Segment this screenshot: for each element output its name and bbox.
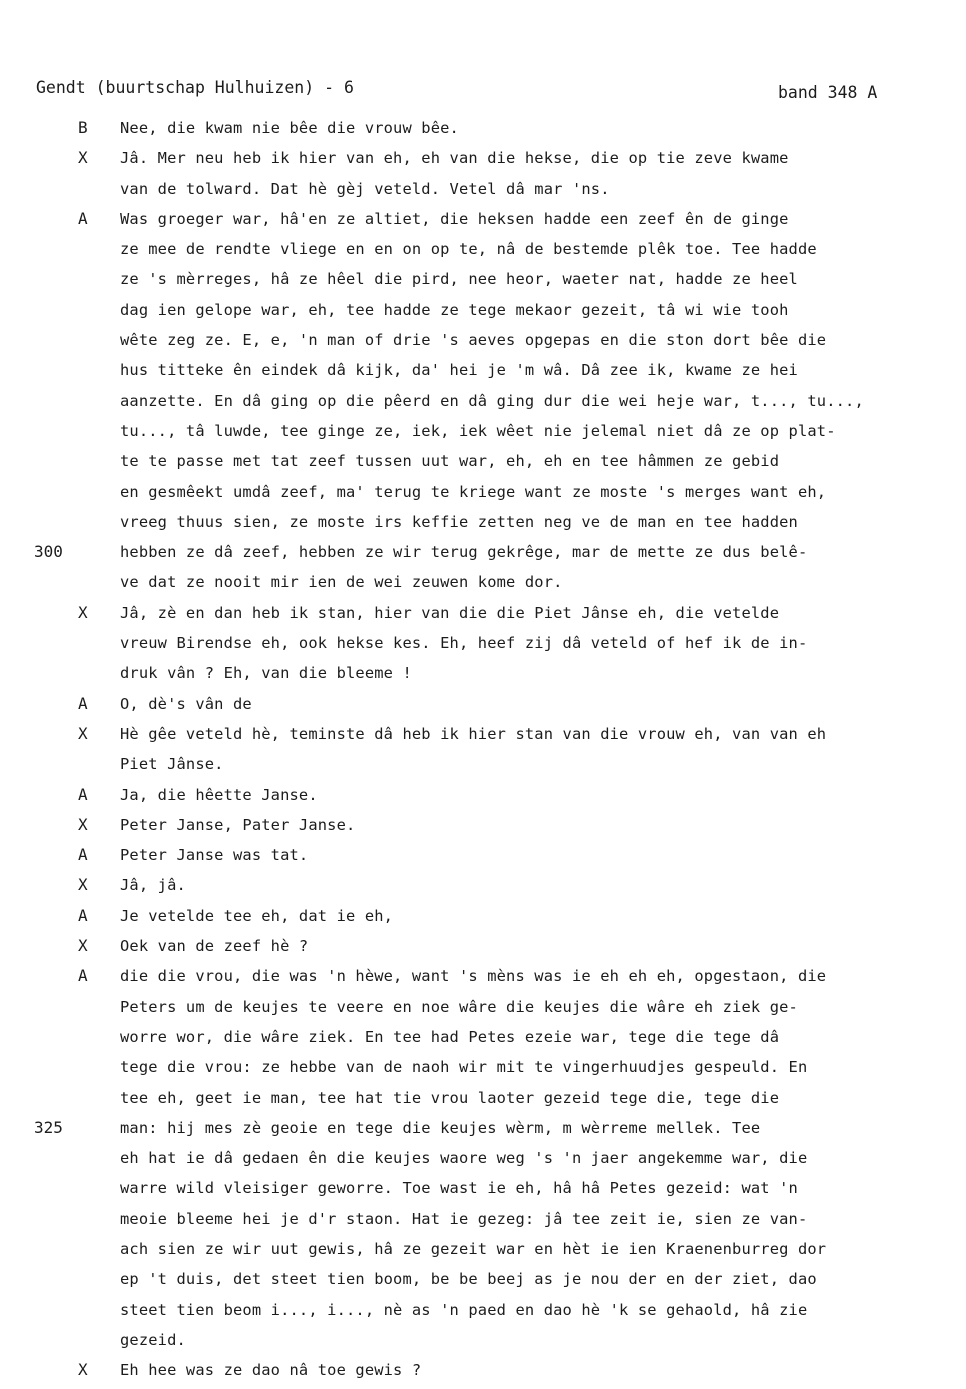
transcript-turn	[0, 840, 966, 870]
speaker-label: A	[78, 966, 88, 986]
line-number: 300	[34, 542, 63, 562]
speaker-label: X	[78, 148, 88, 168]
utterance-text: O, dè's vân de	[120, 694, 252, 713]
speaker-label: A	[78, 693, 88, 713]
utterance-text: Jâ, zè en dan heb ik stan, hier van die die Piet Jânse eh, die vetelde vreuw Birendse eh, ook hekse kes. Eh, heef zij dâ veteld of hef ik de in- druk vân ? Eh, van die bleeme !	[120, 603, 808, 683]
transcript-turn	[0, 598, 966, 689]
transcript-turn	[0, 870, 966, 900]
utterance-text: Hè gêe veteld hè, teminste dâ heb ik hier stan van die vrouw eh, van van eh Piet Jânse.	[120, 724, 827, 774]
speaker-label: A	[78, 208, 88, 228]
transcript-turn	[0, 1355, 966, 1385]
utterance-text: Jâ, jâ.	[120, 876, 186, 895]
utterance-text: Ja, die hêette Janse.	[120, 785, 318, 804]
speaker-label: A	[78, 845, 88, 865]
transcript-turn	[0, 1113, 966, 1355]
speaker-label: X	[78, 1360, 88, 1380]
transcript-turn	[0, 901, 966, 931]
utterance-text: Jâ. Mer neu heb ik hier van eh, eh van die hekse, die op tie zeve kwame van de tolward. Dat hè gèj veteld. Vetel dâ mar 'ns.	[120, 149, 789, 198]
transcript-turn	[0, 961, 966, 1112]
transcript-turn	[0, 719, 966, 780]
transcript-turn	[0, 537, 966, 598]
utterance-text: man: hij mes zè geoie en tege die keujes wèrm, m wèrreme mellek. Tee eh hat ie dâ gedaen ên die keujes waore weg 's 'n jaer angekemme war, die warre wild vleisiger geworre. Toe wast ie eh, hâ hâ Petes gezeid: wat 'n meoie bleeme hei je d'r staon. Hat ie gezeg: jâ tee zeit ie, sien ze van- ach sien ze wir uut gewis, hâ ze gezeit war en hèt ie ien Kraenenburreg dor ep 't duis, det steet tien boom, be be beej as je nou der en der ziet, dao steet tien beom i..., i..., nè as 'n paed en dao hè 'k se gehaold, hâ zie gezeid.	[120, 1118, 827, 1349]
utterance-text: Oek van de zeef hè ?	[120, 937, 309, 956]
utterance-text: Eh hee was ze dao nâ toe gewis ?	[120, 1361, 422, 1380]
speaker-label: X	[78, 602, 88, 622]
speaker-label: X	[78, 723, 88, 743]
speaker-label: X	[78, 875, 88, 895]
document-title: Gendt (buurtschap Hulhuizen) - 6	[36, 78, 354, 97]
speaker-label: X	[78, 936, 88, 956]
transcript-turn	[0, 810, 966, 840]
utterance-text: Peter Janse, Pater Janse.	[120, 815, 356, 834]
transcript-body	[0, 113, 966, 1385]
speaker-label: B	[78, 118, 88, 137]
speaker-label: A	[78, 905, 88, 925]
transcript-turn	[0, 204, 966, 537]
transcript-turn	[0, 689, 966, 719]
utterance-text: Peter Janse was tat.	[120, 846, 309, 865]
transcript-turn	[0, 113, 966, 143]
transcript-turn	[0, 780, 966, 810]
line-number: 325	[34, 1117, 63, 1137]
tape-label: band 348 A	[778, 83, 878, 102]
speaker-label: X	[78, 814, 88, 834]
transcript-turn	[0, 143, 966, 204]
utterance-text: die die vrou, die was 'n hèwe, want 's mèns was ie eh eh eh, opgestaon, die Peters um de keujes te veere en noe wâre die keujes die wâre eh ziek ge- worre wor, die wâre ziek. En tee had Petes ezeie war, tege die tege dâ tege die vrou: ze hebbe van de naoh wir mit te vingerhuudjes gespeuld. En tee eh, geet ie man, tee hat tie vrou laoter gezeid tege die, tege die	[120, 967, 827, 1107]
utterance-text: Je vetelde tee eh, dat ie eh,	[120, 906, 394, 925]
utterance-text: Nee, die kwam nie bêe die vrouw bêe.	[120, 119, 459, 137]
utterance-text: Was groeger war, hâ'en ze altiet, die heksen hadde een zeef ên de ginge ze mee de rendte vliege en en on op te, nâ de bestemde plêk toe. Tee hadde ze 's mèrreges, hâ ze hêel die pird, nee heor, waeter nat, hadde ze heel dag ien gelope war, eh, tee hadde ze tege mekaor gezeit, tâ wi wie tooh wête zeg ze. E, e, 'n man of drie 's aeves opgepas en die ston dort bêe die hus titteke ên eindek dâ kijk, da' hei je 'm wâ. Dâ zee ik, kwame ze hei aanzette. En dâ ging op die pêerd en dâ ging dur die wei heje war, t..., tu..., tu..., tâ luwde, tee ginge ze, iek, iek wêet nie jelemal niet dâ ze op plat- te te passe met tat zeef tussen uut war, eh, eh en tee hâmmen ze gebid en gesmêekt umdâ zeef, ma' terug te kriege want ze moste 's merges want eh, vreeg thuus sien, ze moste irs keffie zetten neg ve de man en tee hadden	[120, 209, 864, 531]
speaker-label: A	[78, 784, 88, 804]
utterance-text: hebben ze dâ zeef, hebben ze wir terug gekrêge, mar de mette ze dus belê- ve dat ze nooit mir ien de wei zeuwen kome dor.	[120, 543, 808, 592]
transcript-turn	[0, 931, 966, 961]
